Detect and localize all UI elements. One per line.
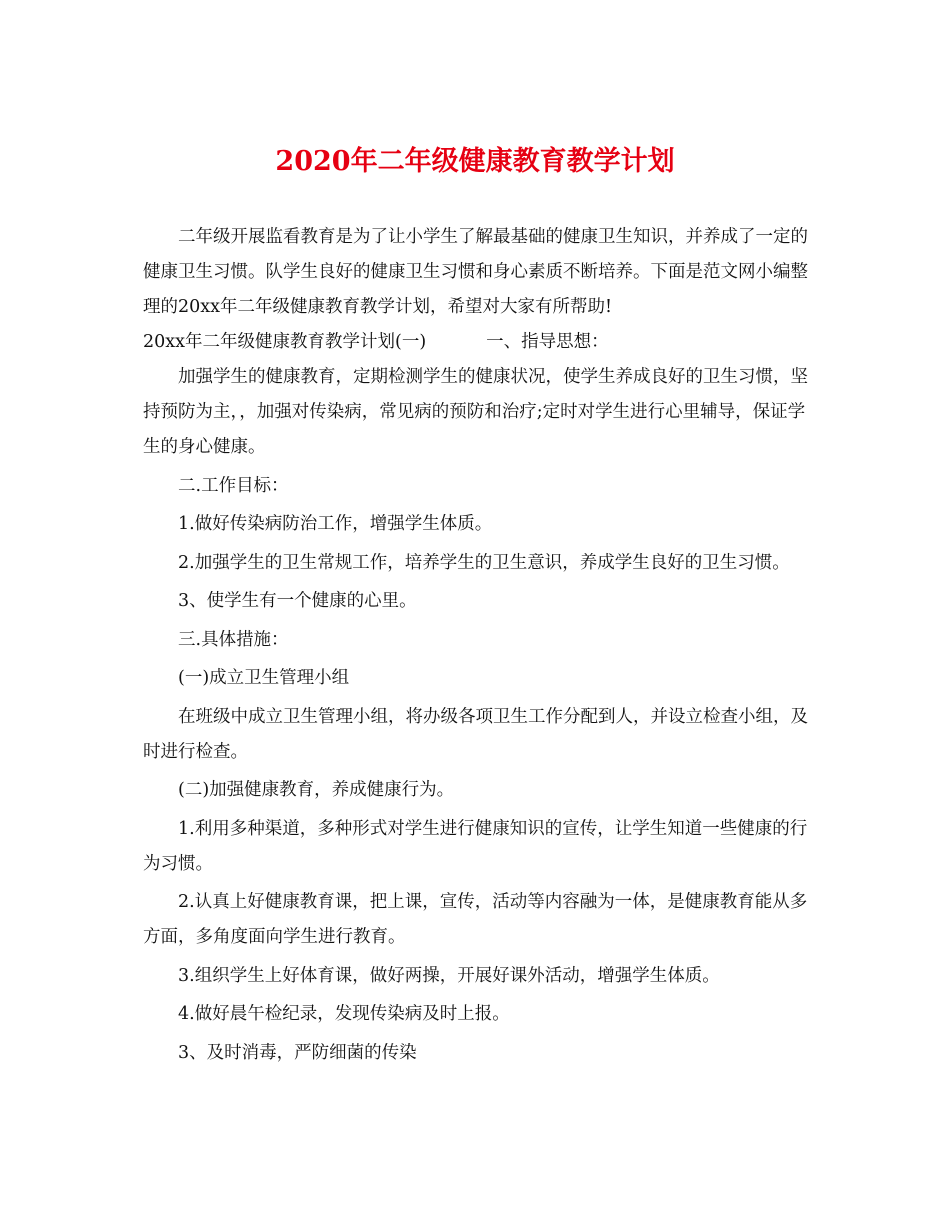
measure-item-5: 3、及时消毒，严防细菌的传染 — [178, 1042, 417, 1063]
measure-item-1: 1.利用多种渠道，多种形式对学生进行健康知识的宣传，让学生知道一些健康的行为习惯。 — [143, 818, 808, 874]
section-heading-work-goals: 二.工作目标： — [178, 475, 289, 496]
measure-item-2: 2.认真上好健康教育课，把上课，宣传，活动等内容融为一体，是健康教育能从多方面，多角度面向学生进行教育。 — [143, 892, 808, 947]
plan-subtitle: 20xx年二年级健康教育教学计划(一) — [143, 332, 427, 352]
section-heading-guiding-thought: 一、指导思想： — [486, 332, 609, 352]
measure-heading-2: (二)加强健康教育，养成健康行为。 — [178, 780, 455, 800]
document-body — [143, 220, 808, 1074]
measure-heading-1: (一)成立卫生管理小组 — [178, 668, 350, 688]
subtitle-line — [143, 325, 808, 360]
measure-item-3: 3.组织学生上好体育课，做好两操，开展好课外活动，增强学生体质。 — [178, 965, 720, 986]
goal-item-2: 2.加强学生的卫生常规工作，培养学生的卫生意识，养成学生良好的卫生习惯。 — [178, 552, 790, 573]
measure-paragraph-1: 在班级中成立卫生管理小组，将办级各项卫生工作分配到人，并设立检查小组，及时进行检查。 — [143, 706, 808, 762]
goal-item-1: 1.做好传染病防治工作，增强学生体质。 — [178, 514, 493, 534]
section-heading-measures: 三.具体措施： — [178, 629, 289, 650]
document-title: 2020年二年级健康教育教学计划 — [275, 146, 675, 177]
guiding-thought-paragraph: 加强学生的健康教育，定期检测学生的健康状况，使学生养成良好的卫生习惯，坚持预防为主，，加强对传染病，常见病的预防和治疗;定时对学生进行心里辅导，保证学生的身心健康。 — [143, 367, 808, 457]
goal-item-3: 3、使学生有一个健康的心里。 — [178, 591, 417, 611]
measure-item-4: 4.做好晨午检纪录，发现传染病及时上报。 — [178, 1004, 510, 1024]
intro-paragraph: 二年级开展监看教育是为了让小学生了解最基础的健康卫生知识，并养成了一定的健康卫生习惯。队学生良好的健康卫生习惯和身心素质不断培养。下面是范文网小编整理的20xx年二年级健康教育教学计划，希望对大家有所帮助! — [143, 227, 808, 317]
